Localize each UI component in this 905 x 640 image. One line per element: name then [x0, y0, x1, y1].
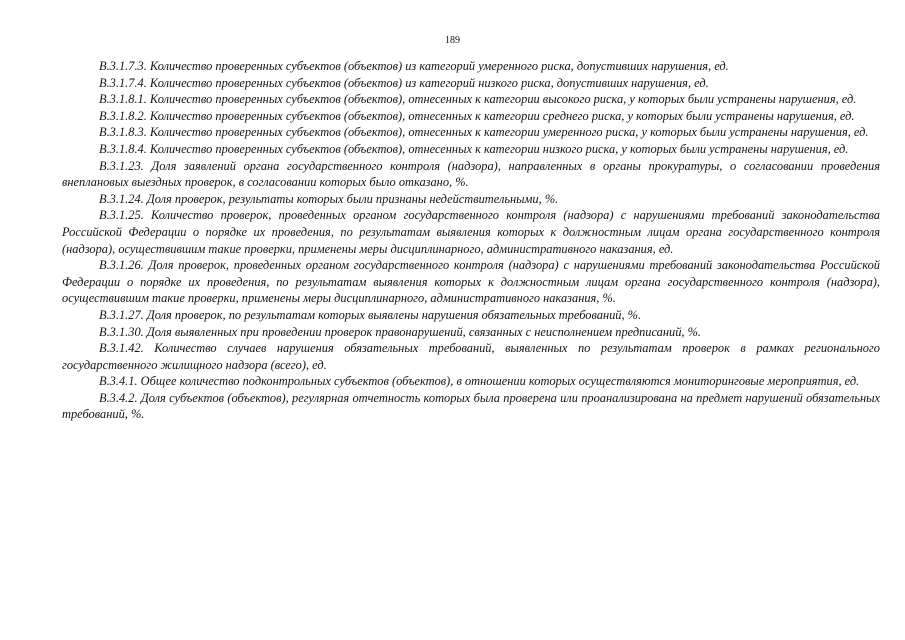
indicator-paragraph: В.3.1.25. Количество проверок, проведенных органом государственного контроля (надзора) с нарушениями требований законодательства Российской Федерации о порядке их проведения, по результатам выявления которых к должностным лицам органа государственного контроля (надзора), осуществившим такие проверки, применены меры дисциплинарного, административного наказания, ед. — [62, 208, 880, 256]
indicator-paragraph: В.3.1.8.3. Количество проверенных субъектов (объектов), отнесенных к категории умеренного риска, у которых были устранены нарушения, ед. — [99, 125, 869, 140]
indicator-paragraph: В.3.1.8.2. Количество проверенных субъектов (объектов), отнесенных к категории среднего риска, у которых были устранены нарушения, ед. — [99, 108, 855, 123]
indicator-paragraph: В.3.1.27. Доля проверок, по результатам которых выявлены нарушения обязательных требований, %. — [99, 307, 642, 322]
indicator-paragraph: В.3.4.1. Общее количество подконтрольных субъектов (объектов), в отношении которых осуществляются мониторинговые мероприятия, ед. — [99, 374, 860, 389]
indicator-paragraph: В.3.1.42. Количество случаев нарушения обязательных требований, выявленных по результатам проверок в рамках регионального государственного жилищного надзора (всего), ед. — [62, 341, 880, 372]
indicator-paragraph: В.3.1.23. Доля заявлений органа государственного контроля (надзора), направленных в органы прокуратуры, о согласовании проведения внеплановых выездных проверок, в согласовании которых было отказано, %. — [62, 158, 880, 190]
indicator-paragraph: В.3.1.26. Доля проверок, проведенных органом государственного контроля (надзора) с нарушениями требований законодательства Российской Федерации о порядке их проведения, по результатам выявления которых к должностным лицам органа государственного контроля (надзора), осуществившим такие проверки, применены меры дисциплинарного, административного наказания, %. — [62, 258, 880, 306]
document-body — [62, 58, 880, 423]
indicator-paragraph: В.3.1.24. Доля проверок, результаты которых были признаны недействительными, %. — [99, 191, 559, 206]
indicator-paragraph: В.3.1.8.4. Количество проверенных субъектов (объектов), отнесенных к категории низкого риска, у которых были устранены нарушения, ед. — [99, 141, 849, 156]
indicator-paragraph: В.3.1.7.3. Количество проверенных субъектов (объектов) из категорий умеренного риска, допустивших нарушения, ед. — [99, 59, 729, 73]
page-number: 189 — [445, 35, 460, 46]
indicator-paragraph: В.3.4.2. Доля субъектов (объектов), регулярная отчетность которых была проверена или проанализирована на предмет нарушений обязательных требований, %. — [62, 390, 880, 422]
indicator-paragraph: В.3.1.8.1. Количество проверенных субъектов (объектов), отнесенных к категории высокого риска, у которых были устранены нарушения, ед. — [99, 92, 857, 107]
indicator-paragraph: В.3.1.30. Доля выявленных при проведении проверок правонарушений, связанных с неисполнением предписаний, %. — [99, 324, 702, 339]
indicator-paragraph: В.3.1.7.4. Количество проверенных субъектов (объектов) из категорий низкого риска, допустивших нарушения, ед. — [99, 75, 709, 90]
